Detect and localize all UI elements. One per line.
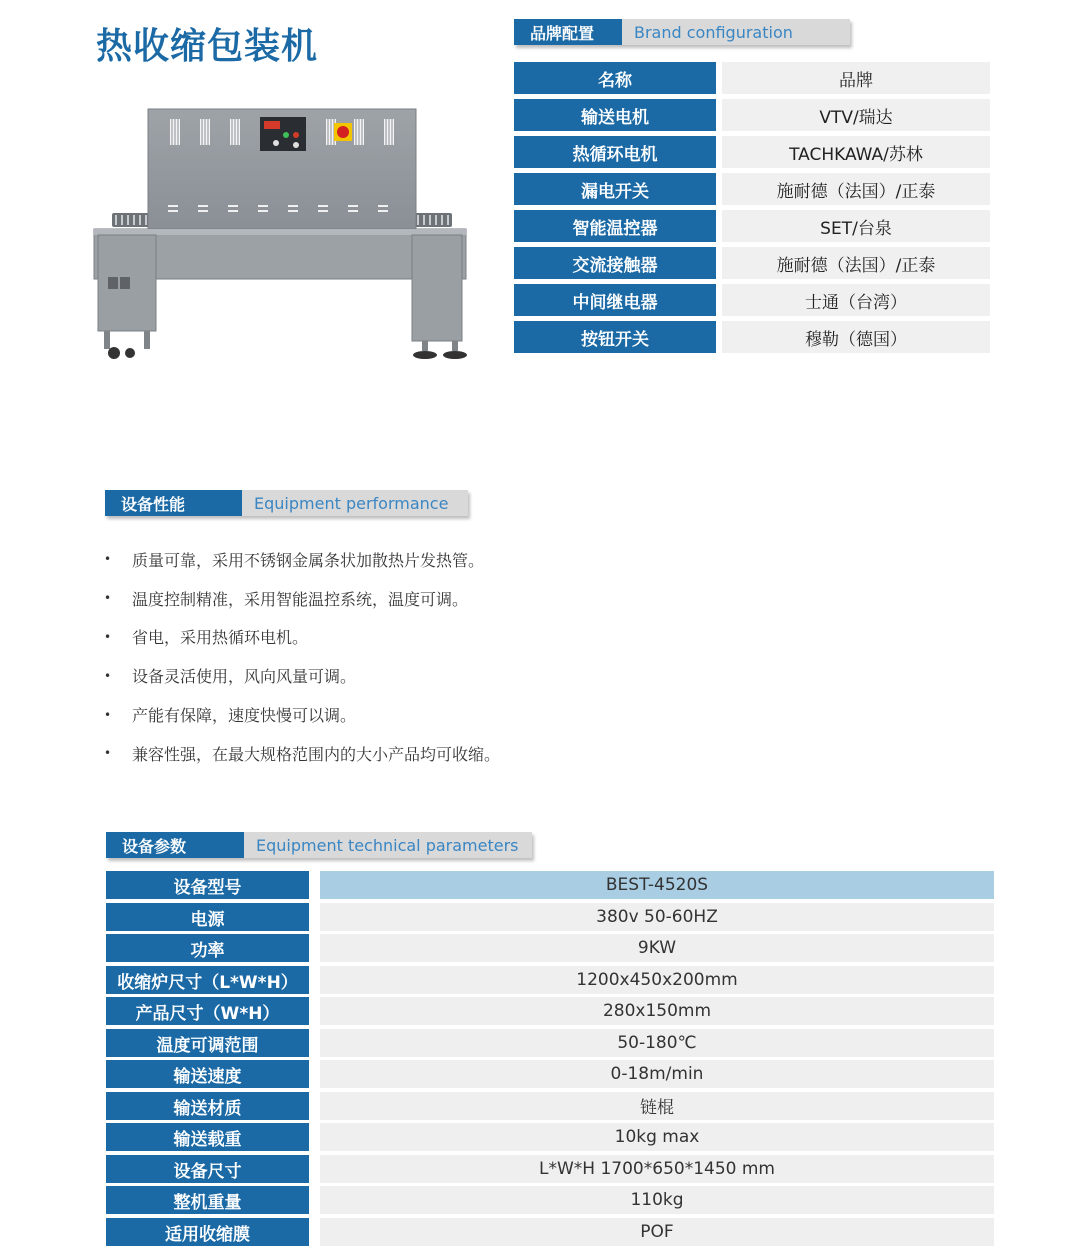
brand-key: 名称	[514, 62, 716, 94]
bullet-icon: •	[104, 552, 112, 567]
param-value: BEST-4520S	[320, 871, 994, 899]
feature-text: 设备灵活使用，风向风量可调。	[132, 667, 357, 687]
table-row	[514, 173, 990, 205]
table-row	[514, 321, 990, 353]
param-key: 设备尺寸	[106, 1155, 309, 1183]
bullet-icon: •	[104, 668, 112, 683]
param-key: 设备型号	[106, 871, 309, 899]
table-row	[514, 284, 990, 316]
brand-key: 按钮开关	[514, 321, 716, 353]
list-item	[104, 540, 500, 579]
table-row	[514, 99, 990, 131]
param-value: L*W*H 1700*650*1450 mm	[320, 1155, 994, 1183]
table-row	[106, 1060, 994, 1088]
param-key: 收缩炉尺寸（L*W*H）	[106, 966, 309, 994]
param-key: 输送速度	[106, 1060, 309, 1088]
brand-value: 穆勒（德国）	[722, 321, 990, 353]
performance-section-title-en: Equipment performance	[242, 490, 468, 516]
param-key: 整机重量	[106, 1186, 309, 1214]
feature-text: 温度控制精准，采用智能温控系统，温度可调。	[132, 589, 469, 609]
brand-value: 品牌	[722, 62, 990, 94]
params-section-title-cn: 设备参数	[106, 832, 244, 858]
performance-section-header	[105, 490, 468, 516]
param-value: 1200x450x200mm	[320, 966, 994, 994]
brand-value: 施耐德（法国）/正泰	[722, 173, 990, 205]
param-key: 输送材质	[106, 1092, 309, 1120]
table-row	[106, 871, 994, 899]
list-item	[104, 579, 500, 618]
list-item	[104, 734, 500, 773]
param-value: 链棍	[320, 1092, 994, 1120]
param-value: 380v 50-60HZ	[320, 903, 994, 931]
param-value: 110kg	[320, 1186, 994, 1214]
list-item	[104, 695, 500, 734]
list-item	[104, 618, 500, 657]
table-row	[106, 1123, 994, 1151]
brand-key: 智能温控器	[514, 210, 716, 242]
brand-key: 漏电开关	[514, 173, 716, 205]
param-key: 温度可调范围	[106, 1029, 309, 1057]
bullet-icon: •	[104, 629, 112, 644]
param-value: 280x150mm	[320, 997, 994, 1025]
params-table	[106, 871, 994, 1249]
performance-section-title-cn: 设备性能	[105, 490, 242, 516]
table-row	[106, 934, 994, 962]
bullet-icon: •	[104, 707, 112, 722]
table-row	[514, 136, 990, 168]
brand-key: 中间继电器	[514, 284, 716, 316]
brand-key: 热循环电机	[514, 136, 716, 168]
table-row	[106, 1186, 994, 1214]
param-key: 电源	[106, 903, 309, 931]
table-row	[106, 997, 994, 1025]
brand-value: 士通（台湾）	[722, 284, 990, 316]
brand-section-title-en: Brand configuration	[622, 19, 850, 45]
bullet-icon: •	[104, 591, 112, 606]
param-key: 功率	[106, 934, 309, 962]
table-row	[106, 1092, 994, 1120]
table-row	[106, 1029, 994, 1057]
brand-value: SET/台泉	[722, 210, 990, 242]
feature-text: 产能有保障，速度快慢可以调。	[132, 706, 357, 726]
feature-list	[104, 540, 500, 773]
bullet-icon: •	[104, 746, 112, 761]
param-key: 适用收缩膜	[106, 1218, 309, 1246]
table-row	[514, 247, 990, 279]
feature-text: 兼容性强，在最大规格范围内的大小产品均可收缩。	[132, 744, 501, 764]
param-value: 0-18m/min	[320, 1060, 994, 1088]
brand-section-header	[514, 19, 850, 45]
machine-image	[90, 105, 470, 367]
param-value: 9KW	[320, 934, 994, 962]
table-row	[514, 210, 990, 242]
list-item	[104, 656, 500, 695]
brand-value: VTV/瑞达	[722, 99, 990, 131]
param-key: 产品尺寸（W*H）	[106, 997, 309, 1025]
page-title: 热收缩包装机	[96, 26, 319, 67]
brand-value: TACHKAWA/苏林	[722, 136, 990, 168]
param-value: 50-180℃	[320, 1029, 994, 1057]
table-row	[514, 62, 990, 94]
param-value: 10kg max	[320, 1123, 994, 1151]
param-value: POF	[320, 1218, 994, 1246]
feature-text: 省电，采用热循环电机。	[132, 628, 309, 648]
brand-section-title-cn: 品牌配置	[514, 19, 622, 45]
param-key: 输送载重	[106, 1123, 309, 1151]
params-section-header	[106, 832, 532, 858]
brand-key: 交流接触器	[514, 247, 716, 279]
feature-text: 质量可靠，采用不锈钢金属条状加散热片发热管。	[132, 550, 485, 570]
table-row	[106, 1218, 994, 1246]
params-section-title-en: Equipment technical parameters	[244, 832, 532, 858]
table-row	[106, 1155, 994, 1183]
brand-value: 施耐德（法国）/正泰	[722, 247, 990, 279]
brand-key: 输送电机	[514, 99, 716, 131]
table-row	[106, 903, 994, 931]
table-row	[106, 966, 994, 994]
brand-table	[514, 62, 990, 358]
